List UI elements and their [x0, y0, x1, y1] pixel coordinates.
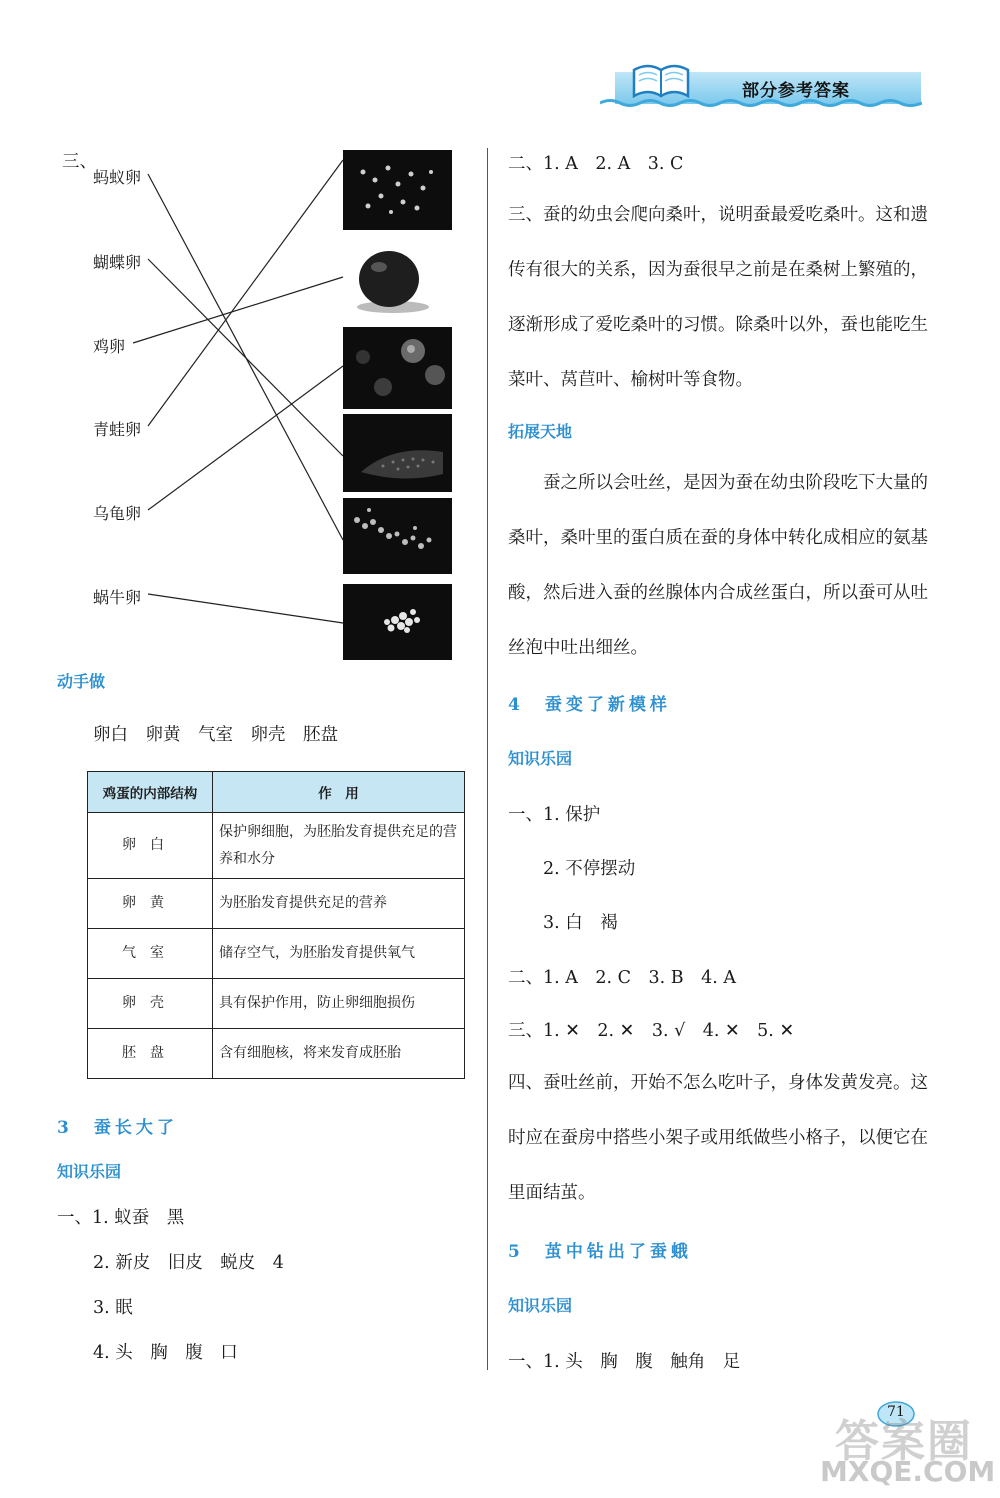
egg-parts-words: 卵白 卵黄 气室 卵壳 胚盘 — [93, 725, 338, 745]
watermark-url: MXQE.COM — [820, 1455, 996, 1488]
label-ant-egg: 蚂蚁卵 — [93, 168, 142, 187]
table-row: 胚盘 含有细胞核，将来发育成胚胎 — [88, 1029, 465, 1079]
ch4-answer-5: 三、1. ✕ 2. ✕ 3. √ 4. ✕ 5. ✕ — [508, 1021, 795, 1041]
watermark-text: 答案圈 — [835, 1416, 973, 1467]
chapter-3-section: 知识乐园 — [57, 1162, 122, 1181]
label-frog-egg: 青蛙卵 — [93, 420, 142, 439]
chapter-5-section: 知识乐园 — [508, 1296, 573, 1315]
label-chicken-egg: 鸡卵 — [93, 337, 126, 356]
chapter-4-section: 知识乐园 — [508, 749, 573, 768]
ch3-answer-1: 一、1. 蚁蚕 黑 — [57, 1208, 185, 1228]
chapter-4-title: 4 蚕变了新模样 — [508, 695, 671, 715]
table-row: 卵白 保护卵细胞，为胚胎发育提供充足的营养和水分 — [88, 813, 465, 879]
label-turtle-egg: 乌龟卵 — [93, 504, 142, 523]
egg-structure-table — [87, 771, 465, 1079]
table-row: 卵黄 为胚胎发育提供充足的营养 — [88, 879, 465, 929]
ch4-answer-4: 二、1. A 2. C 3. B 4. A — [508, 968, 737, 988]
ch4-answer-1: 一、1. 保护 — [508, 805, 601, 825]
chapter-3-title: 3 蚕长大了 — [57, 1118, 178, 1138]
label-snail-egg: 蜗牛卵 — [93, 588, 142, 607]
right-answer-mc: 二、1. A 2. A 3. C — [508, 154, 684, 174]
table-row: 卵壳 具有保护作用，防止卵细胞损伤 — [88, 979, 465, 1029]
ch3-answer-2: 2. 新皮 旧皮 蜕皮 4 — [93, 1253, 284, 1273]
page-number: 71 — [887, 1404, 905, 1420]
extension-paragraph: 蚕之所以会吐丝，是因为蚕在幼虫阶段吃下大量的桑叶，桑叶里的蛋白质在蚕的身体中转化成相应的氨基酸，然后进入蚕的丝腺体内合成丝蛋白，所以蚕可从吐丝泡中吐出细丝。 — [508, 473, 928, 658]
ch4-answer-2: 2. 不停摆动 — [543, 859, 636, 879]
header-title: 部分参考答案 — [742, 81, 850, 101]
ch4-paragraph: 四、蚕吐丝前，开始不怎么吃叶子，身体发黄发亮。这时应在蚕房中搭些小架子或用纸做些小格子，以便它在里面结茧。 — [508, 1073, 928, 1203]
right-paragraph-1: 三、蚕的幼虫会爬向桑叶，说明蚕最爱吃桑叶。这和遗传有很大的关系，因为蚕很早之前是在桑树上繁殖的，逐渐形成了爱吃桑叶的习惯。除桑叶以外，蚕也能吃生菜叶、莴苣叶、榆树叶等食物。 — [508, 205, 928, 390]
ch5-answer-1: 一、1. 头 胸 腹 触角 足 — [508, 1352, 741, 1372]
ch4-answer-3: 3. 白 褐 — [543, 913, 618, 933]
matching-marker: 三、 — [62, 152, 97, 172]
label-butterfly-egg: 蝴蝶卵 — [93, 253, 142, 272]
table-row: 气室 储存空气，为胚胎发育提供氧气 — [88, 929, 465, 979]
ch3-answer-4: 4. 头 胸 腹 口 — [93, 1343, 238, 1363]
chapter-5-title: 5 茧中钻出了蚕蛾 — [508, 1242, 692, 1262]
table-header-function: 作 用 — [213, 772, 465, 813]
extension-heading: 拓展天地 — [508, 422, 573, 441]
table-header-structure: 鸡蛋的内部结构 — [88, 772, 213, 813]
ch3-answer-3: 3. 眠 — [93, 1298, 133, 1318]
handson-heading: 动手做 — [57, 672, 106, 691]
